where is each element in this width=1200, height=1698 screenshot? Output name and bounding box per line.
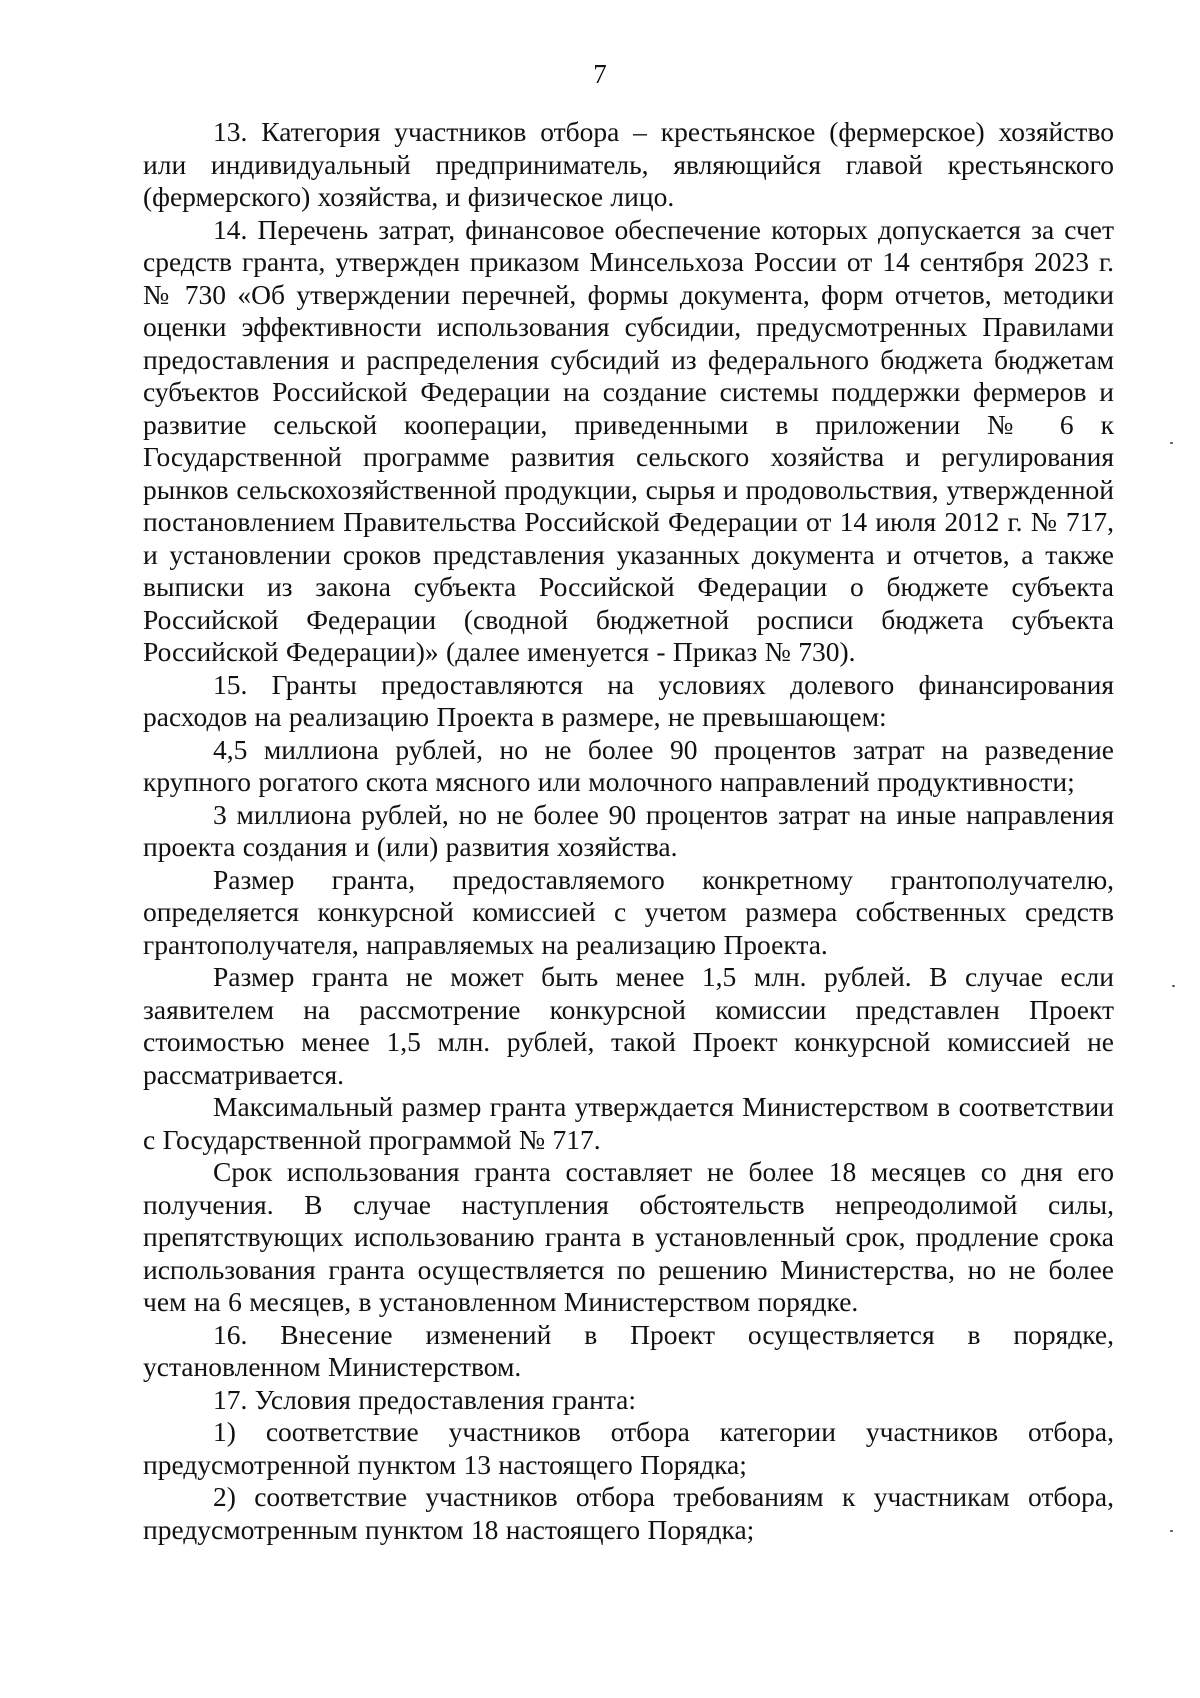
paragraph-17-item-2: 2) соответствие участников отбора требованиям к участникам отбора, предусмотренным пунктом 18 настоящего Порядка; [143,1481,1114,1545]
paragraph-15: 15. Гранты предоставляются на условиях долевого финансирования расходов на реализацию Проекта в размере, не превышающем: [143,668,1114,732]
scan-speck [1170,442,1173,444]
scan-speck [1172,985,1175,987]
document-body [143,116,1114,1546]
paragraph-13: 13. Категория участников отбора – крестьянское (фермерское) хозяйство или индивидуальный предприниматель, являющийся главой крестьянского (фермерского) хозяйства, и физическое лицо. [143,116,1114,212]
paragraph-grant-size: Размер гранта, предоставляемого конкретному грантополучателю, определяется конкурсной комиссией с учетом размера собственных средств грантополучателя, направляемых на реализацию Проекта. [143,863,1114,960]
paragraph-16: 16. Внесение изменений в Проект осуществляется в порядке, установленном Министерством. [143,1318,1114,1382]
paragraph-15-cattle: 4,5 миллиона рублей, но не более 90 процентов затрат на разведение крупного рогатого скота мясного или молочного направлений продуктивности; [143,733,1114,797]
paragraph-17-item-1: 1) соответствие участников отбора категории участников отбора, предусмотренной пунктом 13 настоящего Порядка; [143,1416,1114,1480]
paragraph-grant-maximum: Максимальный размер гранта утверждается Министерством в соответствии с Государственной программой № 717. [143,1091,1114,1155]
paragraph-14: 14. Перечень затрат, финансовое обеспечение которых допускается за счет средств гранта, утвержден приказом Минсельхоза России от 14 сентября 2023 г. № 730 «Об утверждении перечней, формы документа, форм отчетов, методики оценки эффективности использования субсидии, предусмотренных Правилами предоставления и распределения субсидий из федерального бюджета бюджетам субъектов Российской Федерации на создание системы поддержки фермеров и развитие сельской кооперации, приведенными в приложении № 6 к Государственной программе развития сельского хозяйства и регулирования рынков сельскохозяйственной продукции, сырья и продовольствия, утвержденной постановлением Правительства Российской Федерации от 14 июля 2012 г. № 717, и установлении сроков представления указанных документа и отчетов, а также выписки из закона субъекта Российской Федерации о бюджете субъекта Российской Федерации (сводной бюджетной росписи бюджета субъекта Российской Федерации)» (далее именуется - Приказ № 730). [143,213,1114,667]
paragraph-15-other: 3 миллиона рублей, но не более 90 процентов затрат на иные направления проекта создания и (или) развития хозяйства. [143,798,1114,862]
paragraph-grant-term: Срок использования гранта составляет не более 18 месяцев со дня его получения. В случае наступления обстоятельств непреодолимой силы, препятствующих использованию гранта в установленный срок, продление срока использования гранта осуществляется по решению Министерства, но не более чем на 6 месяцев, в установленном Министерством порядке. [143,1156,1114,1317]
scan-speck [1170,1530,1173,1532]
page-number: 7 [593,59,607,89]
paragraph-grant-minimum: Размер гранта не может быть менее 1,5 млн. рублей. В случае если заявителем на рассмотрение конкурсной комиссии представлен Проект стоимостью менее 1,5 млн. рублей, такой Проект конкурсной комиссией не рассматривается. [143,961,1114,1090]
paragraph-17: 17. Условия предоставления гранта: [213,1383,636,1415]
